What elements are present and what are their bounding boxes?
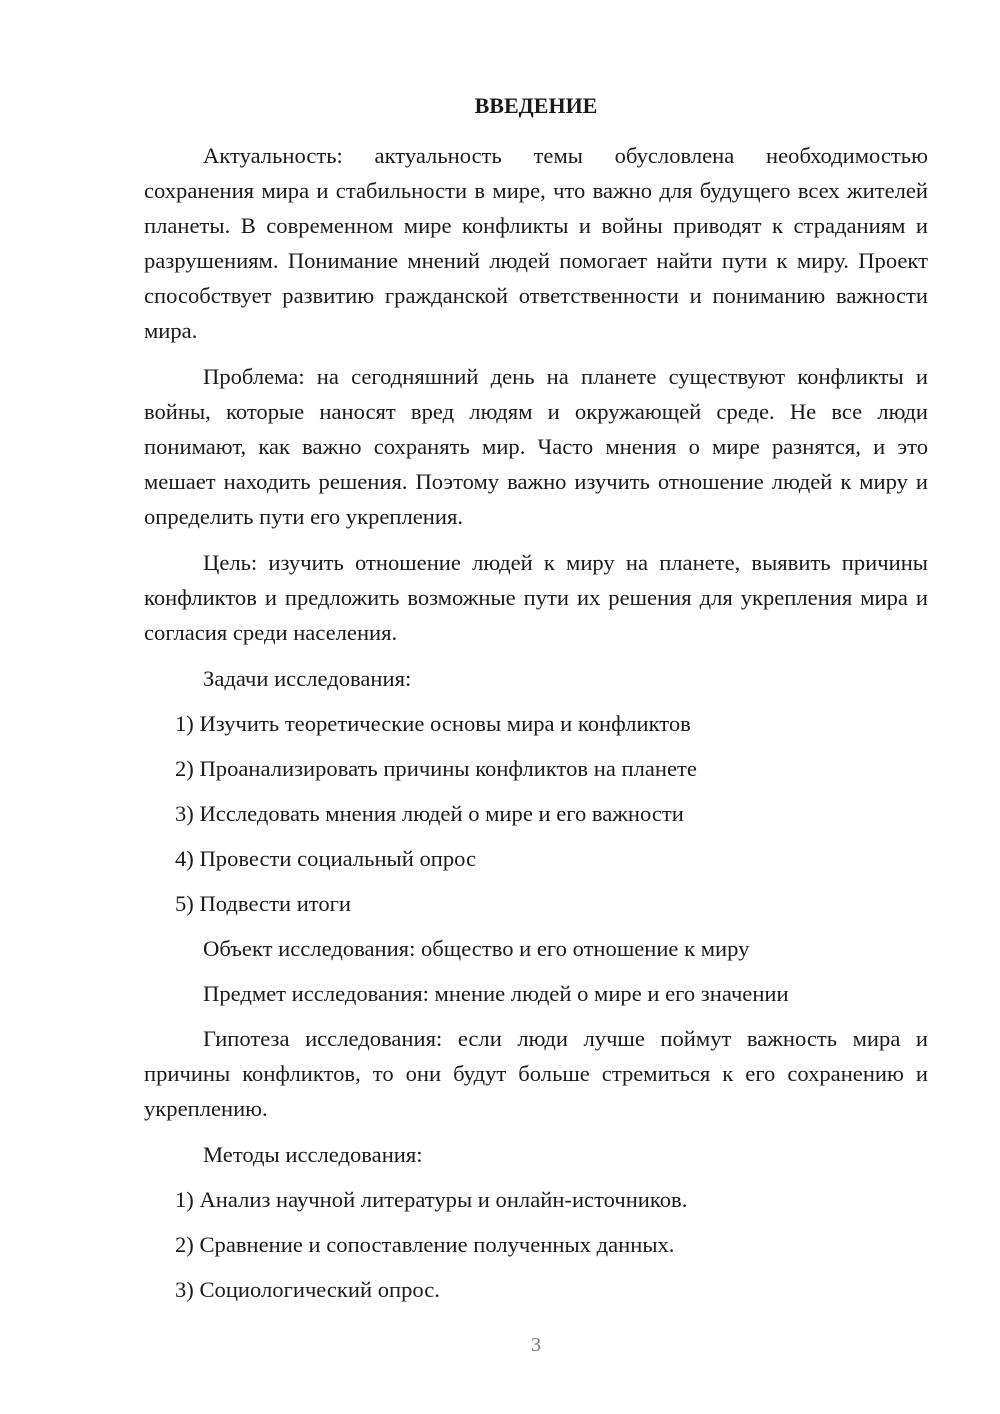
tasks-list bbox=[144, 706, 928, 921]
hypothesis-paragraph: Гипотеза исследования: если люди лучше поймут важность мира и причины конфликтов, то они будут больше стремиться к его сохранению и укреплению. bbox=[144, 1026, 928, 1121]
methods-list bbox=[144, 1182, 928, 1307]
list-item: 4) Провести социальный опрос bbox=[175, 846, 477, 871]
problem-paragraph: Проблема: на сегодняшний день на планете существуют конфликты и войны, которые наносят вред людям и окружающей среде. Не все люди понимают, как важно сохранять мир. Часто мнения о мире разнятся, и это мешает находить решения. Поэтому важно изучить отношение людей к миру и определить пути его укрепления. bbox=[144, 364, 928, 529]
list-item: 5) Подвести итоги bbox=[175, 891, 352, 916]
goal-paragraph: Цель: изучить отношение людей к миру на планете, выявить причины конфликтов и предложить возможные пути их решения для укрепления мира и согласия среди населения. bbox=[144, 550, 928, 645]
list-item: 1) Анализ научной литературы и онлайн-источников. bbox=[175, 1187, 688, 1212]
page-title: ВВЕДЕНИЕ bbox=[474, 93, 598, 118]
list-item: 3) Исследовать мнения людей о мире и его важности bbox=[175, 801, 684, 826]
tasks-heading: Задачи исследования: bbox=[203, 666, 412, 691]
list-item: 2) Проанализировать причины конфликтов на планете bbox=[175, 756, 697, 781]
page-number: 3 bbox=[531, 1334, 541, 1356]
list-item: 1) Изучить теоретические основы мира и конфликтов bbox=[175, 711, 691, 736]
relevance-paragraph: Актуальность: актуальность темы обусловлена необходимостью сохранения мира и стабильности в мире, что важно для будущего всех жителей планеты. В современном мире конфликты и войны приводят к страданиям и разрушениям. Понимание мнений людей помогает найти пути к миру. Проект способствует развитию гражданской ответственности и пониманию важности мира. bbox=[144, 143, 928, 343]
methods-heading: Методы исследования: bbox=[203, 1142, 423, 1167]
list-item: 2) Сравнение и сопоставление полученных данных. bbox=[175, 1232, 675, 1257]
list-item: 3) Социологический опрос. bbox=[175, 1277, 440, 1302]
document-page bbox=[144, 92, 928, 1317]
research-object: Объект исследования: общество и его отношение к миру bbox=[203, 936, 750, 961]
research-subject: Предмет исследования: мнение людей о мире и его значении bbox=[203, 981, 789, 1006]
